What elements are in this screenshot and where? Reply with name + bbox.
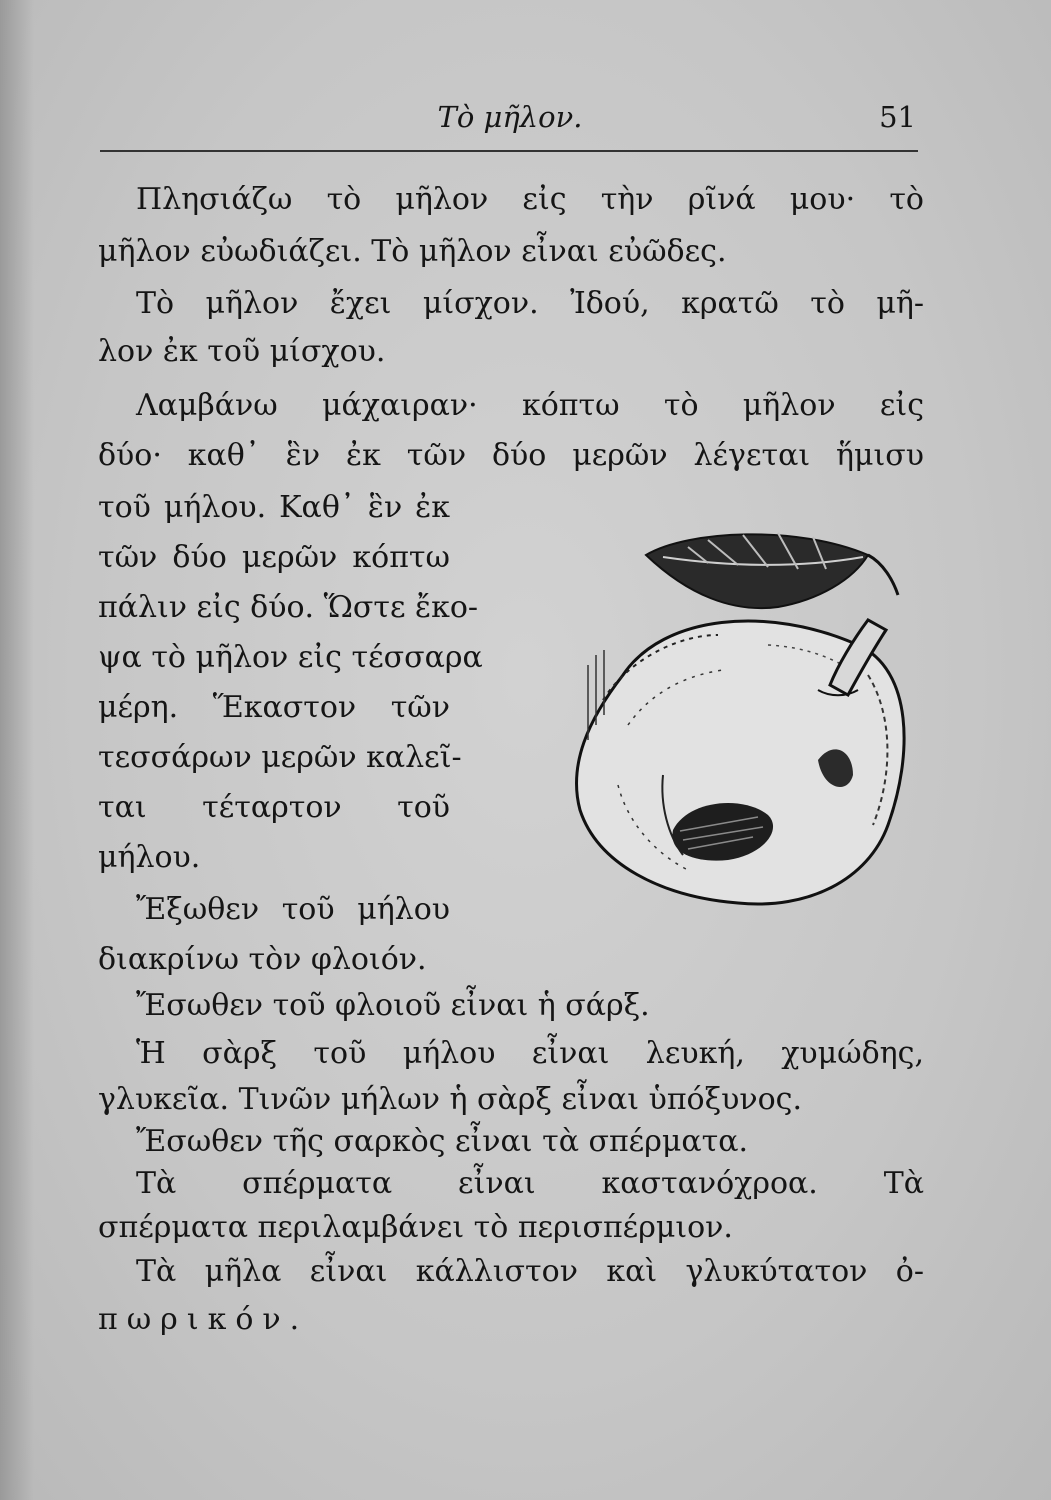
text-line: γλυκεῖα. Τινῶν μήλων ἡ σὰρξ εἶναι ὑπόξυνος. (98, 1082, 802, 1117)
text-line: λον ἐκ τοῦ μίσχου. (98, 334, 386, 369)
text-line: ται τέταρτον τοῦ (98, 790, 450, 825)
text-line: Ἔσωθεν τῆς σαρκὸς εἶναι τὰ σπέρματα. (136, 1124, 749, 1159)
text-line: Ἔσωθεν τοῦ φλοιοῦ εἶναι ἡ σάρξ. (136, 988, 650, 1023)
text-line: Ἡ σὰρξ τοῦ μήλου εἶναι λευκή, χυμώδης, (136, 1036, 924, 1071)
text-line: μέρη. Ἕκαστον τῶν (98, 690, 450, 725)
text-line: διακρίνω τὸν φλοιόν. (98, 942, 427, 977)
page-header (100, 98, 920, 148)
text-line: Πλησιάζω τὸ μῆλον εἰς τὴν ρῖνά μου· τὸ (136, 182, 924, 217)
text-line: Ἔξωθεν τοῦ μήλου (136, 892, 450, 927)
apple-illustration (568, 525, 918, 920)
text-line: ψα τὸ μῆλον εἰς τέσσαρα (98, 640, 483, 675)
text-line: Τὰ μῆλα εἶναι κάλλιστον καὶ γλυκύτατον ὀ- (136, 1254, 924, 1289)
header-rule (100, 150, 918, 152)
text-line: τῶν δύο μερῶν κόπτω (98, 540, 450, 575)
text-line: πάλιν εἰς δύο. Ὥστε ἔκο- (98, 590, 479, 625)
text-line: μῆλον εὐωδιάζει. Τὸ μῆλον εἶναι εὐῶδες. (98, 234, 727, 269)
running-title: Τὸ μῆλον. (437, 100, 583, 134)
page-spine-shadow (0, 0, 34, 1500)
text-line: πωρικόν. (98, 1302, 309, 1337)
text-line: μήλου. (98, 840, 201, 875)
text-line: δύο· καθ᾽ ἓν ἐκ τῶν δύο μερῶν λέγεται ἥμισυ (98, 438, 924, 473)
apple-leaf (646, 533, 898, 608)
text-line: σπέρματα περιλαμβάνει τὸ περισπέρμιον. (98, 1210, 733, 1245)
text-line: τεσσάρων μερῶν καλεῖ- (98, 740, 462, 775)
text-line: Τὰ σπέρματα εἶναι καστανόχροα. Τὰ (136, 1166, 924, 1201)
page-number: 51 (879, 100, 916, 134)
text-line: τοῦ μήλου. Καθ᾽ ἓν ἐκ (98, 490, 450, 525)
text-line: Τὸ μῆλον ἔχει μίσχον. Ἰδού, κρατῶ τὸ μῆ- (136, 286, 924, 321)
text-line: Λαμβάνω μάχαιραν· κόπτω τὸ μῆλον εἰς (136, 388, 924, 423)
